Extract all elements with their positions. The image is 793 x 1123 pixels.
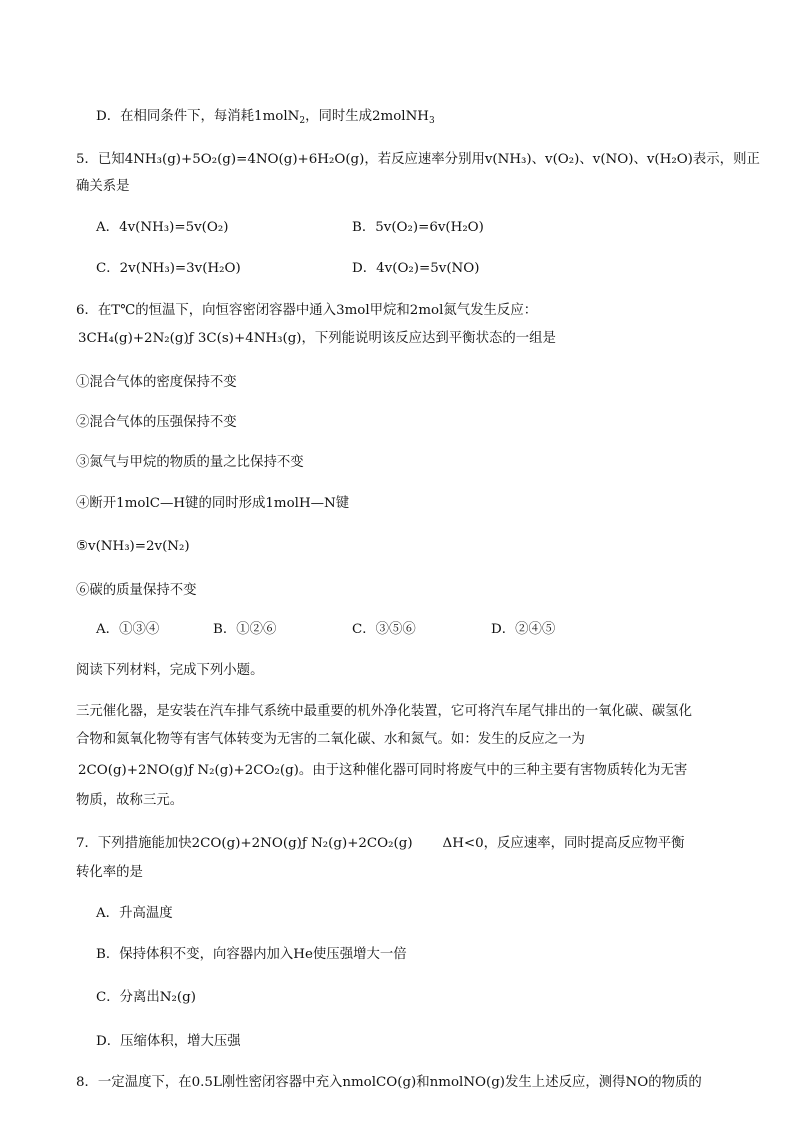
- q7-option-d: [96, 1033, 241, 1051]
- q7-option-a: [96, 905, 173, 923]
- option-label: A．: [96, 906, 120, 921]
- option-label: C．: [352, 622, 376, 637]
- reading-para-line4: 物质，故称三元。: [76, 793, 184, 808]
- option-text: 分离出N₂(g): [119, 990, 196, 1005]
- q4-option-d: [96, 108, 435, 126]
- q6-stem-tail: ，下列能说明该反应达到平衡状态的一组是: [301, 331, 556, 346]
- q6-equation: 3CH₄(g)+2N₂(g)ƒ 3C(s)+4NH₃(g): [78, 331, 302, 346]
- subscript: 3: [428, 116, 435, 126]
- option-text: ①③④: [119, 622, 160, 637]
- option-text: 4v(O₂)=5v(NO): [376, 261, 480, 276]
- q6-option-c: [352, 621, 416, 639]
- option-label: D．: [491, 622, 516, 637]
- option-text: ②④⑤: [515, 622, 556, 637]
- reading-equation: 2CO(g)+2NO(g)ƒ N₂(g)+2CO₂(g): [78, 763, 299, 778]
- option-label: B．: [352, 220, 376, 235]
- option-label: B．: [213, 622, 237, 637]
- q5-option-a: [96, 219, 228, 237]
- q7-delta-h: ΔH<0: [442, 836, 484, 851]
- q6-stem-line2: [78, 330, 556, 348]
- q7-stem-b: ，反应速率，同时提高反应物平衡: [483, 836, 685, 851]
- q6-statement-6: ⑥碳的质量保持不变: [76, 583, 197, 598]
- option-text-a: 在相同条件下，每消耗1molN: [120, 109, 300, 124]
- q5-stem-line2: 确关系是: [76, 179, 130, 194]
- q6-statement-2: ②混合气体的压强保持不变: [76, 415, 237, 430]
- q5-option-d: [352, 260, 479, 278]
- reading-intro: 阅读下列材料，完成下列小题。: [76, 663, 264, 678]
- option-text: ①②⑥: [236, 622, 277, 637]
- q5-option-c: [96, 260, 241, 278]
- reading-para-tail: 。由于这种催化器可同时将废气中的三种主要有害物质转化为无害: [298, 763, 688, 778]
- q6-stem-line1: 6．在T℃的恒温下，向恒容密闭容器中通入3mol甲烷和2mol氮气发生反应：: [76, 303, 538, 318]
- q7-stem-a: 7．下列措施能加快: [76, 836, 192, 851]
- option-label: C．: [96, 990, 120, 1005]
- option-label: B．: [96, 947, 120, 962]
- q6-option-a: [96, 621, 159, 639]
- q6-option-b: [213, 621, 276, 639]
- option-label: A．: [96, 622, 120, 637]
- option-text: 压缩体积，增大压强: [120, 1034, 241, 1049]
- option-text: 升高温度: [119, 906, 173, 921]
- subscript: 2: [299, 116, 306, 126]
- q6-statement-4: ④断开1molC—H键的同时形成1molH—N键: [76, 496, 350, 511]
- reading-para-line1: 三元催化器，是安装在汽车排气系统中最重要的机外净化装置，它可将汽车尾气排出的一氧化碳、碳氢化: [76, 704, 692, 719]
- q6-statement-3: ③氮气与甲烷的物质的量之比保持不变: [76, 455, 304, 470]
- option-text: ③⑤⑥: [375, 622, 416, 637]
- option-label: D．: [352, 261, 377, 276]
- q7-stem-line1: [76, 835, 685, 853]
- option-text-b: ，同时生成2molNH: [305, 109, 429, 124]
- q6-statement-5: ⑤v(NH₃)=2v(N₂): [76, 539, 190, 554]
- option-text: 保持体积不变，向容器内加入He使压强增大一倍: [119, 947, 407, 962]
- q6-statement-1: ①混合气体的密度保持不变: [76, 375, 237, 390]
- q7-option-c: [96, 989, 196, 1007]
- option-label: C．: [96, 261, 120, 276]
- q7-option-b: [96, 946, 407, 964]
- q5-option-b: [352, 219, 484, 237]
- reading-para-line3: [78, 762, 687, 780]
- option-label: D．: [96, 1034, 121, 1049]
- q5-stem-line1: 5．已知4NH₃(g)+5O₂(g)=4NO(g)+6H₂O(g)，若反应速率分别用v(NH₃)、v(O₂)、v(NO)、v(H₂O)表示，则正: [76, 152, 760, 167]
- reading-para-line2: 合物和氮氧化物等有害气体转变为无害的二氧化碳、水和氮气。如：发生的反应之一为: [76, 732, 585, 747]
- q6-option-d: [491, 621, 555, 639]
- option-label: A．: [96, 220, 120, 235]
- q8-stem: 8．一定温度下，在0.5L刚性密闭容器中充入nmolCO(g)和nmolNO(g)发生上述反应，测得NO的物质的: [76, 1075, 702, 1090]
- q7-equation: 2CO(g)+2NO(g)ƒ N₂(g)+2CO₂(g): [191, 836, 413, 851]
- option-text: 4v(NH₃)=5v(O₂): [119, 220, 229, 235]
- option-label: D．: [96, 109, 121, 124]
- option-text: 2v(NH₃)=3v(H₂O): [119, 261, 241, 276]
- q7-stem-line2: 转化率的是: [76, 865, 143, 880]
- option-text: 5v(O₂)=6v(H₂O): [375, 220, 484, 235]
